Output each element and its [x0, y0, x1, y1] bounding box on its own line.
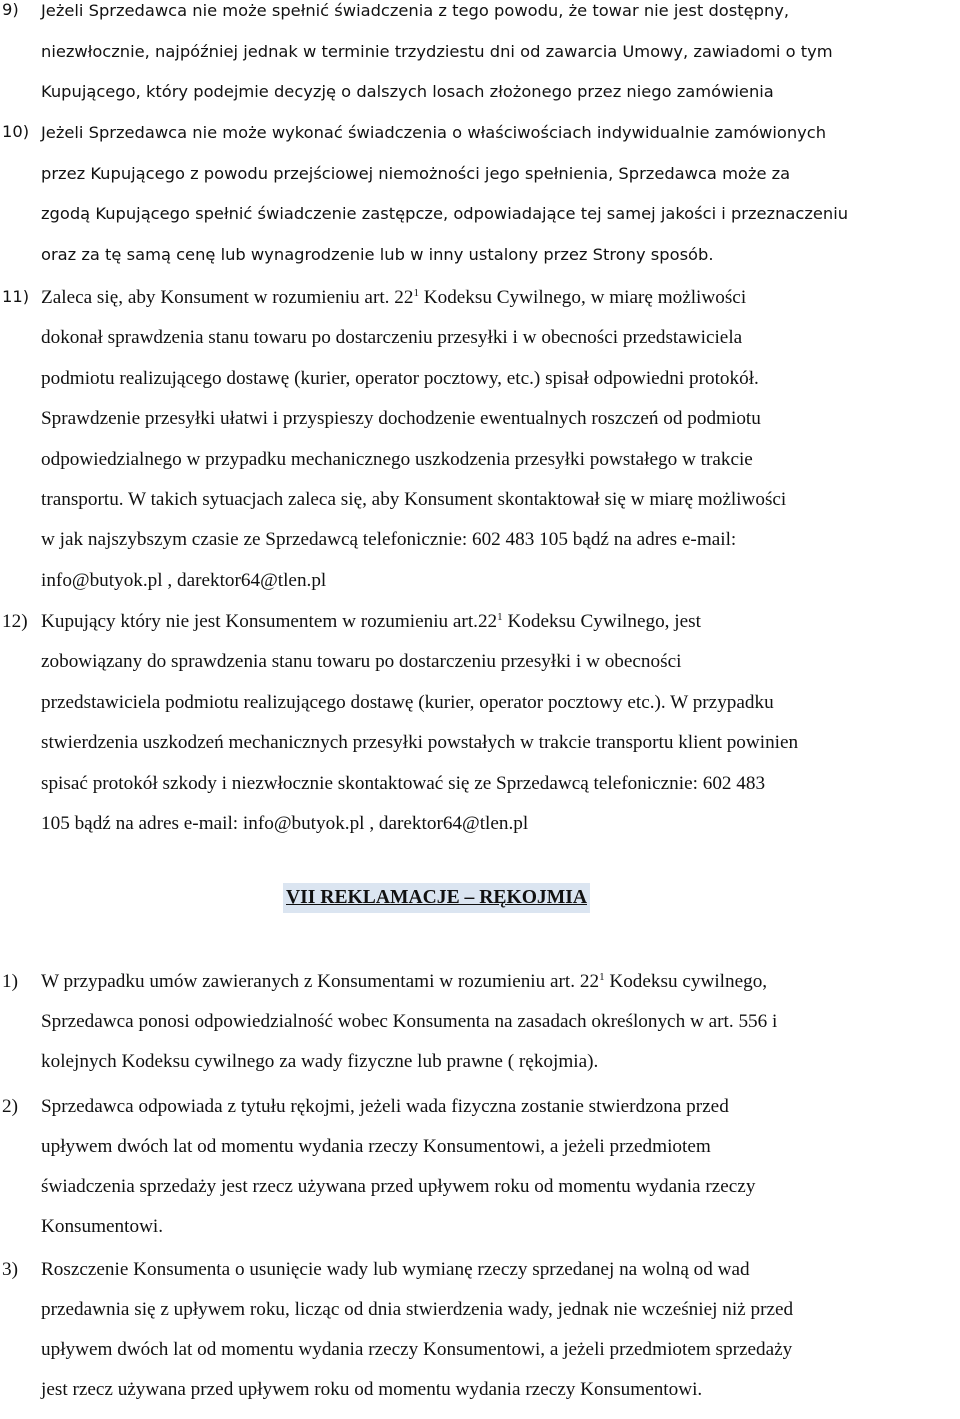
- item-text: [41, 611, 798, 853]
- text-line: odpowiedzialnego w przypadku mechanicznego uszkodzenia przesyłki powstałego w trakcie: [41, 448, 753, 470]
- text-line: oraz za tę samą cenę lub wynagrodzenie lub w inny ustalony przez Strony sposób.: [41, 244, 714, 264]
- text-line: transportu. W takich sytuacjach zaleca się, aby Konsument skontaktował się w miarę możliwości: [41, 488, 787, 510]
- text-line: upływem dwóch lat od momentu wydania rzeczy Konsumentowi, a jeżeli przedmiotem sprzedaży: [41, 1339, 793, 1360]
- text-line: dokonał sprawdzenia stanu towaru po dostarczeniu przesyłki i w obecności przedstawiciela: [41, 327, 743, 349]
- text-line: stwierdzenia uszkodzeń mechanicznych przesyłki powstałych w trakcie transportu klient powinien: [41, 732, 799, 754]
- item-number: 10): [2, 122, 30, 141]
- item-text: [41, 287, 786, 610]
- item-number: 3): [2, 1259, 18, 1280]
- text-line: Sprzedawca ponosi odpowiedzialność wobec Konsumenta na zasadach określonych w art. 556 i: [41, 1011, 778, 1032]
- item-text: [41, 1096, 755, 1256]
- text-line: Sprawdzenie przesyłki ułatwi i przyspieszy dochodzenie ewentualnych roszczeń od podmiotu: [41, 408, 761, 430]
- text-line: kolejnych Kodeksu cywilnego za wady fizyczne lub prawne ( rękojmia).: [41, 1051, 599, 1072]
- text-line: zgodą Kupującego spełnić świadczenie zastępcze, odpowiadające tej samej jakości i przeznaczeniu: [41, 204, 849, 223]
- text-line: przedawnia się z upływem roku, licząc od dnia stwierdzenia wady, jednak nie wcześniej niż przed: [41, 1299, 794, 1320]
- item-number: 11): [2, 287, 30, 306]
- text-line: 105 bądź na adres e-mail: info@butyok.pl , darektor64@tlen.pl: [41, 812, 529, 834]
- text-line: świadczenia sprzedaży jest rzecz używana przed upływem roku od momentu wydania rzeczy: [41, 1176, 756, 1197]
- item-text: [41, 122, 848, 284]
- section-heading: VII REKLAMACJE – RĘKOJMIA: [283, 883, 590, 913]
- item-text: [41, 971, 777, 1091]
- text-line: Roszczenie Konsumenta o usunięcie wady lub wymianę rzeczy sprzedanej na wolną od wad: [41, 1259, 750, 1280]
- item-number: 9): [2, 0, 19, 19]
- text-line: zobowiązany do sprawdzenia stanu towaru po dostarczeniu przesyłki i w obecności: [41, 651, 682, 673]
- text-line: Sprzedawca odpowiada z tytułu rękojmi, jeżeli wada fizyczna zostanie stwierdzona przed: [41, 1096, 729, 1117]
- item-number: 1): [2, 971, 18, 992]
- superscript: 1: [413, 287, 419, 299]
- text-line: upływem dwóch lat od momentu wydania rzeczy Konsumentowi, a jeżeli przedmiotem: [41, 1136, 711, 1157]
- text-line: spisać protokół szkody i niezwłocznie skontaktować się ze Sprzedawcą telefonicznie: 602 483: [41, 772, 766, 794]
- superscript: 1: [497, 611, 503, 623]
- text-line: niezwłocznie, najpóźniej jednak w terminie trzydziestu dni od zawarcia Umowy, zawiadomi o tym: [41, 41, 833, 61]
- item-text: [41, 0, 833, 122]
- text-line: info@butyok.pl , darektor64@tlen.pl: [41, 569, 327, 591]
- text-line: Konsumentowi.: [41, 1216, 164, 1237]
- text-line: w jak najszybszym czasie ze Sprzedawcą telefonicznie: 602 483 105 bądź na adres e-mail:: [41, 529, 737, 551]
- item-number: 12): [2, 611, 28, 632]
- text-line: Kupujący który nie jest Konsumentem w rozumieniu $art.22^1$ Kodeksu Cywilnego, jest: [41, 611, 701, 632]
- superscript: 1: [599, 971, 605, 983]
- item-text: [41, 1259, 793, 1419]
- text-line: przez Kupującego z powodu przejściowej niemożności jego spełnienia, Sprzedawca może za: [41, 163, 791, 183]
- text-line: jest rzecz używana przed upływem roku od momentu wydania rzeczy Konsumentowi.: [41, 1379, 703, 1400]
- text-line: podmiotu realizującego dostawę (kurier, operator pocztowy, etc.) spisał odpowiedni protokół.: [41, 367, 759, 389]
- text-line: Jeżeli Sprzedawca nie może wykonać świadczenia o właściwościach indywidualnie zamówionych: [41, 123, 827, 142]
- text-line: przedstawiciela podmiotu realizującego dostawę (kurier, operator pocztowy etc.). W przypadku: [41, 691, 774, 713]
- text-line: Kupującego, który podejmie decyzję o dalszych losach złożonego przez niego zamówienia: [41, 82, 774, 101]
- text-line: Zaleca się, aby Konsument w rozumieniu art. $22^1$ Kodeksu Cywilnego, w miarę możliwości: [41, 287, 747, 308]
- text-line: Jeżeli Sprzedawca nie może spełnić świadczenia z tego powodu, że towar nie jest dostępny,: [41, 1, 790, 20]
- text-line: W przypadku umów zawieranych z Konsumentami w rozumieniu art. $22^1$ Kodeksu cywilnego,: [41, 971, 768, 992]
- item-number: 2): [2, 1096, 18, 1117]
